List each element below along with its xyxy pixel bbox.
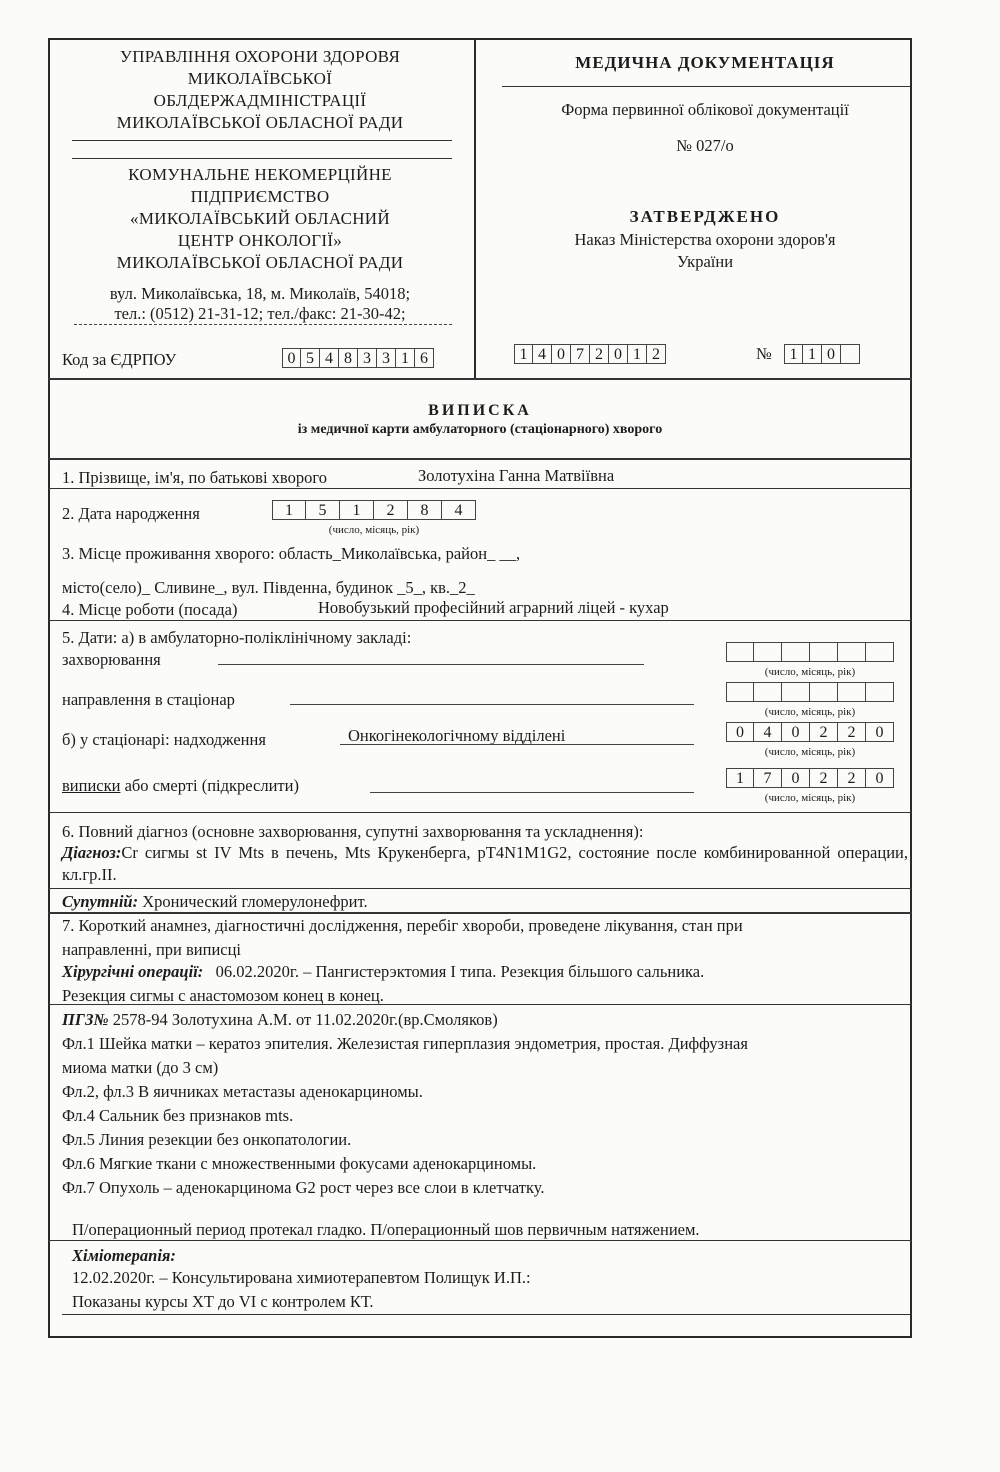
record-number-label: № — [756, 344, 772, 363]
row-rule — [48, 1240, 912, 1241]
enterprise-line: МИКОЛАЇВСЬКОЇ ОБЛАСНОЇ РАДИ — [116, 253, 404, 272]
histology-line: Фл.2, фл.3 В яичниках метастазы аденокарциномы. — [62, 1082, 423, 1101]
document-subtitle: із медичної карти амбулаторного (стаціонарного) хворого — [297, 422, 663, 437]
code-digit: 0 — [609, 344, 628, 364]
birth-date — [272, 500, 476, 520]
patient-name-label: 1. Прізвище, ім'я, по батькові хворого — [62, 468, 327, 487]
residence-line: місто(село)_ Сливине_, вул. Південна, будинок _5_, кв._2_ — [62, 578, 475, 597]
date-hint: (число, місяць, рік) — [764, 792, 856, 804]
row-rule — [48, 488, 912, 489]
disease-date-label: захворювання — [62, 650, 161, 669]
row-rule — [48, 888, 912, 889]
code-digit: 2 — [590, 344, 609, 364]
admission-line — [340, 744, 694, 745]
row-rule — [48, 1004, 912, 1005]
code-digit: 0 — [552, 344, 571, 364]
date-digit: 0 — [866, 722, 894, 742]
admission-department: Онкогінекологічному відділені — [348, 726, 566, 745]
header-divider — [474, 38, 476, 378]
row-rule — [48, 812, 912, 813]
patient-name-value: Золотухіна Ганна Матвіївна — [418, 466, 615, 485]
address: вул. Миколаївська, 18, м. Миколаїв, 54018; — [109, 284, 411, 303]
date-digit: 0 — [866, 768, 894, 788]
comorbidity-label: Супутній: — [62, 892, 139, 911]
postop-text: П/операционный период протекал гладко. П/операционный шов первичным натяжением. — [72, 1220, 700, 1239]
surgery — [62, 962, 704, 982]
code-digit: 0 — [822, 344, 841, 364]
date-digit: 7 — [754, 768, 782, 788]
date-hint: (число, місяць, рік) — [764, 706, 856, 718]
date-digit: 2 — [838, 768, 866, 788]
chemotherapy-line: 12.02.2020г. – Консультирована химиотерапевтом Полищук И.П.: — [72, 1268, 531, 1287]
phone-underline — [74, 324, 452, 325]
chemotherapy-label: Хіміотерапія: — [72, 1246, 176, 1265]
date-cell — [810, 682, 838, 702]
disease-date-line — [218, 664, 644, 665]
diagnosis-label: Діагноз: — [62, 843, 122, 862]
code-digit: 1 — [628, 344, 647, 364]
date-digit: 0 — [782, 768, 810, 788]
date-cell — [726, 642, 754, 662]
date-digit: 0 — [726, 722, 754, 742]
date-cell — [754, 682, 782, 702]
histology-value: 2578-94 Золотухина А.М. от 11.02.2020г.(вр.Смоляков) — [108, 1010, 498, 1029]
chemotherapy-line: Показаны курсы ХТ до VI с контролем КТ. — [72, 1292, 374, 1311]
code-digit: 1 — [396, 348, 415, 368]
date-digit: 2 — [810, 722, 838, 742]
date-cell — [866, 642, 894, 662]
workplace-value: Новобузький професійний аграрний ліцей - кухар — [318, 598, 669, 617]
date-digit: 4 — [442, 500, 476, 520]
code-digit: 3 — [358, 348, 377, 368]
order-line: Наказ Міністерства охорони здоров'я — [574, 230, 836, 249]
code-digit: 2 — [647, 344, 666, 364]
code-digit: 0 — [282, 348, 301, 368]
date-cell — [726, 682, 754, 702]
date-cell — [782, 642, 810, 662]
enterprise-line: ПІДПРИЄМСТВО — [190, 187, 330, 206]
discharge-underlined: виписки — [62, 776, 121, 795]
date-digit: 2 — [838, 722, 866, 742]
comorbidity — [62, 892, 368, 912]
histology-line: Фл.5 Линия резекции без онкопатологии. — [62, 1130, 352, 1149]
org-name — [60, 46, 460, 134]
org-line: ОБЛДЕРЖАДМІНІСТРАЦІЇ — [153, 91, 367, 110]
residence-line: 3. Місце проживання хворого: область_Миколаївська, район_ __, — [62, 544, 521, 563]
date-digit: 2 — [374, 500, 408, 520]
record-number — [784, 344, 860, 364]
org-line: МИКОЛАЇВСЬКОЇ ОБЛАСНОЇ РАДИ — [116, 113, 404, 132]
discharge-date — [726, 768, 894, 788]
code-digit: 6 — [415, 348, 434, 368]
org-line: УПРАВЛІННЯ ОХОРОНИ ЗДОРОВЯ — [119, 47, 401, 66]
discharge-label — [62, 776, 299, 796]
admission-label: б) у стаціонарі: надходження — [62, 730, 266, 749]
enterprise-line: ЦЕНТР ОНКОЛОГІЇ» — [177, 231, 343, 250]
workplace-label: 4. Місце роботи (посада) — [62, 600, 238, 619]
header-right-rule — [502, 86, 910, 87]
enterprise-name — [60, 164, 460, 274]
enterprise-line: «МИКОЛАЇВСЬКИЙ ОБЛАСНИЙ — [130, 209, 390, 228]
medical-documentation-title: МЕДИЧНА ДОКУМЕНТАЦІЯ — [575, 53, 835, 72]
referral-date — [726, 682, 894, 702]
anamnesis-label: направленні, при виписці — [62, 940, 242, 959]
date-digit: 1 — [726, 768, 754, 788]
histology-label: ПГЗ№ — [62, 1010, 109, 1029]
form-number: № 027/о — [676, 136, 734, 155]
referral-date-label: направлення в стаціонар — [62, 690, 235, 709]
surgery-line: Резекция сигмы с анастомозом конец в конец. — [62, 986, 384, 1005]
anamnesis-label: 7. Короткий анамнез, діагностичні дослідження, перебіг хвороби, проведене лікування, стан при — [62, 916, 743, 935]
row-rule — [48, 620, 912, 621]
date-digit: 5 — [306, 500, 340, 520]
histology-line: Фл.6 Мягкие ткани с множественными фокусами аденокарциномы. — [62, 1154, 537, 1173]
diagnosis-text — [62, 842, 908, 886]
code-digit: 8 — [339, 348, 358, 368]
org-line: МИКОЛАЇВСЬКОЇ — [187, 69, 333, 88]
date-cell — [754, 642, 782, 662]
comorbidity-value: Хронический гломерулонефрит. — [138, 892, 368, 911]
admission-date — [726, 722, 894, 742]
row-rule — [48, 912, 912, 914]
approved-label: ЗАТВЕРДЖЕНО — [629, 207, 781, 226]
document-title: ВИПИСКА — [428, 402, 532, 419]
disease-date — [726, 642, 894, 662]
form-line: Форма первинної облікової документації — [561, 100, 849, 119]
date-digit: 0 — [782, 722, 810, 742]
code-digit: 7 — [571, 344, 590, 364]
date-cell — [866, 682, 894, 702]
histology-line: Фл.1 Шейка матки – кератоз эпителия. Железистая гиперплазия эндометрия, простая. Диффузная — [62, 1034, 748, 1053]
code-digit: 1 — [784, 344, 803, 364]
dates-label: 5. Дати: а) в амбулаторно-поліклінічному закладі: — [62, 628, 412, 647]
header-bottom-rule — [48, 378, 912, 380]
surgery-value: 06.02.2020г. – Пангистерэктомия I типа. Резекция більшого сальника. — [203, 962, 705, 981]
date-digit: 2 — [810, 768, 838, 788]
date-hint: (число, місяць, рік) — [328, 524, 420, 536]
title-bottom-rule — [48, 458, 912, 460]
org-underline — [72, 140, 452, 141]
histology — [62, 1010, 498, 1030]
date-hint: (число, місяць, рік) — [764, 746, 856, 758]
code-digit: 4 — [320, 348, 339, 368]
surgery-label: Хірургічні операції: — [62, 962, 204, 981]
date-digit: 4 — [754, 722, 782, 742]
birth-date-label: 2. Дата народження — [62, 504, 200, 523]
histology-line: Фл.7 Опухоль – аденокарцинома G2 рост через все слои в клетчатку. — [62, 1178, 545, 1197]
enterprise-line: КОМУНАЛЬНЕ НЕКОМЕРЦІЙНЕ — [128, 165, 392, 184]
date-digit: 1 — [340, 500, 374, 520]
edrpou-label: Код за ЄДРПОУ — [62, 350, 177, 369]
diagnosis-value: Cr сигмы st IV Mts в печень, Mts Крукенберга, pT4N1M1G2, состояние после комбинированной операции, кл.гр.II. — [62, 843, 908, 884]
code-digit: 3 — [377, 348, 396, 368]
edrpou-code — [282, 348, 434, 368]
code-digit: 5 — [301, 348, 320, 368]
code-digit — [841, 344, 860, 364]
full-diagnosis-label: 6. Повний діагноз (основне захворювання, супутні захворювання та ускладнення): — [62, 822, 644, 841]
histology-line: Фл.4 Сальник без признаков mts. — [62, 1106, 294, 1125]
row-rule — [62, 1314, 912, 1315]
code-digit: 4 — [533, 344, 552, 364]
date-cell — [782, 682, 810, 702]
phone: тел.: (0512) 21-31-12; тел./факс: 21-30-42; — [114, 304, 406, 323]
discharge-line — [370, 792, 694, 793]
org-underline — [72, 158, 452, 159]
code-digit: 1 — [514, 344, 533, 364]
referral-date-line — [290, 704, 694, 705]
discharge-rest: або смерті (підкреслити) — [120, 776, 299, 795]
record-code — [514, 344, 666, 364]
date-cell — [810, 642, 838, 662]
histology-line: миома матки (до 3 см) — [62, 1058, 219, 1077]
code-digit: 1 — [803, 344, 822, 364]
date-cell — [838, 682, 866, 702]
date-digit: 8 — [408, 500, 442, 520]
date-hint: (число, місяць, рік) — [764, 666, 856, 678]
date-cell — [838, 642, 866, 662]
order-line: України — [676, 252, 734, 271]
date-digit: 1 — [272, 500, 306, 520]
